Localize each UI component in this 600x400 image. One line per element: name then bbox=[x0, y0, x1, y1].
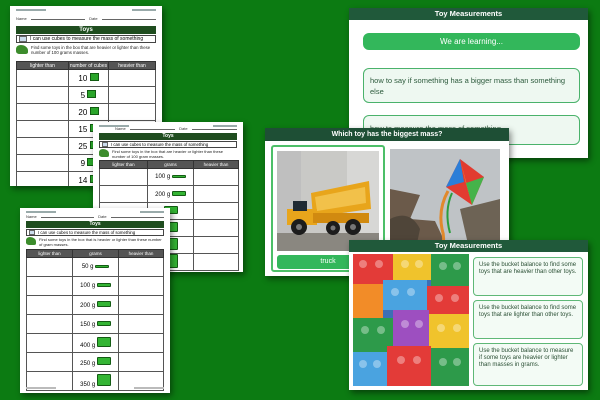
instruction bbox=[26, 237, 164, 247]
truck-image bbox=[277, 151, 379, 251]
table-row bbox=[100, 186, 239, 203]
col-lighter: lighter than bbox=[100, 161, 148, 169]
col-cubes: number of cubes bbox=[69, 62, 108, 69]
learning-objective bbox=[26, 229, 164, 236]
blocks-photo bbox=[353, 254, 469, 386]
instruction-text: Find some toys in the box that are heavier or lighter than these number of 100 gram masses. bbox=[112, 149, 223, 159]
col-heavier: heavier than bbox=[194, 161, 239, 169]
sheet-footer bbox=[26, 387, 164, 390]
name-date-row bbox=[26, 214, 164, 219]
name-date-row bbox=[115, 126, 237, 131]
grams-table bbox=[26, 249, 164, 391]
sheet-title: Toys bbox=[26, 221, 164, 228]
instruction bbox=[99, 149, 237, 159]
sheet-header bbox=[16, 9, 156, 13]
gram-value: 200 g bbox=[80, 303, 96, 309]
cube-count: 5 bbox=[80, 91, 86, 100]
objective-icon bbox=[29, 230, 35, 235]
gram-value: 50 g bbox=[81, 264, 94, 270]
objective-text: I can use cubes to measure the mass of something bbox=[111, 142, 209, 147]
task-item: Use the bucket balance to measure if some toys are heavier or lighter than masses in grams. bbox=[473, 343, 583, 386]
truck-photo bbox=[277, 151, 379, 251]
kite-option[interactable] bbox=[390, 149, 500, 253]
learning-objective bbox=[99, 141, 237, 148]
table-row bbox=[100, 169, 239, 186]
table-row bbox=[17, 70, 156, 87]
name-label: Name bbox=[16, 16, 27, 21]
name-date-row bbox=[16, 16, 156, 21]
instruction bbox=[16, 45, 156, 55]
dinosaur-icon bbox=[99, 149, 109, 157]
date-label: Date bbox=[98, 214, 107, 219]
answer-label: truck bbox=[277, 255, 379, 269]
objective-icon bbox=[19, 36, 27, 42]
kite-image bbox=[390, 149, 500, 253]
gram-value: 100 g bbox=[155, 174, 171, 180]
col-lighter: lighter than bbox=[17, 62, 69, 70]
col-heavier: heavier than bbox=[119, 250, 164, 258]
learning-objective bbox=[16, 35, 156, 43]
dinosaur-icon bbox=[16, 45, 28, 54]
worksheet-grams-b bbox=[20, 208, 170, 393]
building-blocks-image bbox=[353, 254, 469, 386]
gram-value: 150 g bbox=[80, 321, 96, 328]
col-grams: grams bbox=[148, 161, 194, 169]
task-item: Use the bucket balance to find some toys that are lighter than other toys. bbox=[473, 300, 583, 339]
name-label: Name bbox=[26, 214, 37, 219]
dinosaur-icon bbox=[26, 237, 36, 245]
gram-value: 200 g bbox=[155, 191, 171, 198]
gram-value: 400 g bbox=[80, 343, 96, 349]
col-grams: grams bbox=[73, 250, 119, 258]
name-label: Name bbox=[115, 126, 126, 131]
learning-banner: We are learning... bbox=[363, 33, 580, 50]
date-label: Date bbox=[179, 126, 188, 131]
cube-count: 25 bbox=[78, 142, 88, 151]
table-row bbox=[27, 296, 164, 315]
sheet-title: Toys bbox=[16, 26, 156, 34]
task-item: Use the bucket balance to find some toys that are heavier than other toys. bbox=[473, 257, 583, 296]
table-row bbox=[27, 258, 164, 277]
slide-tasks bbox=[349, 240, 588, 390]
table-row bbox=[27, 334, 164, 353]
cube-count: 9 bbox=[80, 159, 86, 168]
cube-count: 14 bbox=[78, 176, 88, 185]
col-heavier: heavier than bbox=[109, 62, 156, 70]
gram-value: 250 g bbox=[80, 361, 96, 367]
slide-title: Toy Measurements bbox=[349, 8, 588, 20]
table-row bbox=[27, 315, 164, 334]
objective-text: I can use cubes to measure the mass of something bbox=[38, 230, 136, 235]
table-row bbox=[27, 277, 164, 296]
cube-count: 15 bbox=[78, 125, 88, 134]
instruction-text: Find some toys in the box that are heavier or lighter than these number of 100 grams masses. bbox=[31, 45, 151, 55]
col-lighter: lighter than bbox=[27, 250, 73, 258]
table-row bbox=[27, 353, 164, 372]
sheet-title: Toys bbox=[99, 133, 237, 140]
slide-title: Which toy has the biggest mass? bbox=[265, 128, 509, 141]
objective-text: I can use cubes to measure the mass of something bbox=[30, 36, 144, 42]
slide-title: Toy Measurements bbox=[349, 240, 588, 252]
learning-goal: how to say if something has a bigger mass than something else bbox=[363, 68, 580, 103]
cube-count: 10 bbox=[78, 74, 88, 83]
objective-icon bbox=[102, 142, 108, 147]
gram-value: 100 g bbox=[80, 283, 96, 289]
table-row bbox=[17, 104, 156, 121]
gram-value: 350 g bbox=[80, 382, 96, 388]
instruction-text: Find some toys in the box that is heavier or lighter than these number of gram masses. bbox=[39, 237, 162, 247]
date-label: Date bbox=[89, 16, 98, 21]
cube-count: 20 bbox=[78, 108, 88, 117]
table-row bbox=[17, 87, 156, 104]
